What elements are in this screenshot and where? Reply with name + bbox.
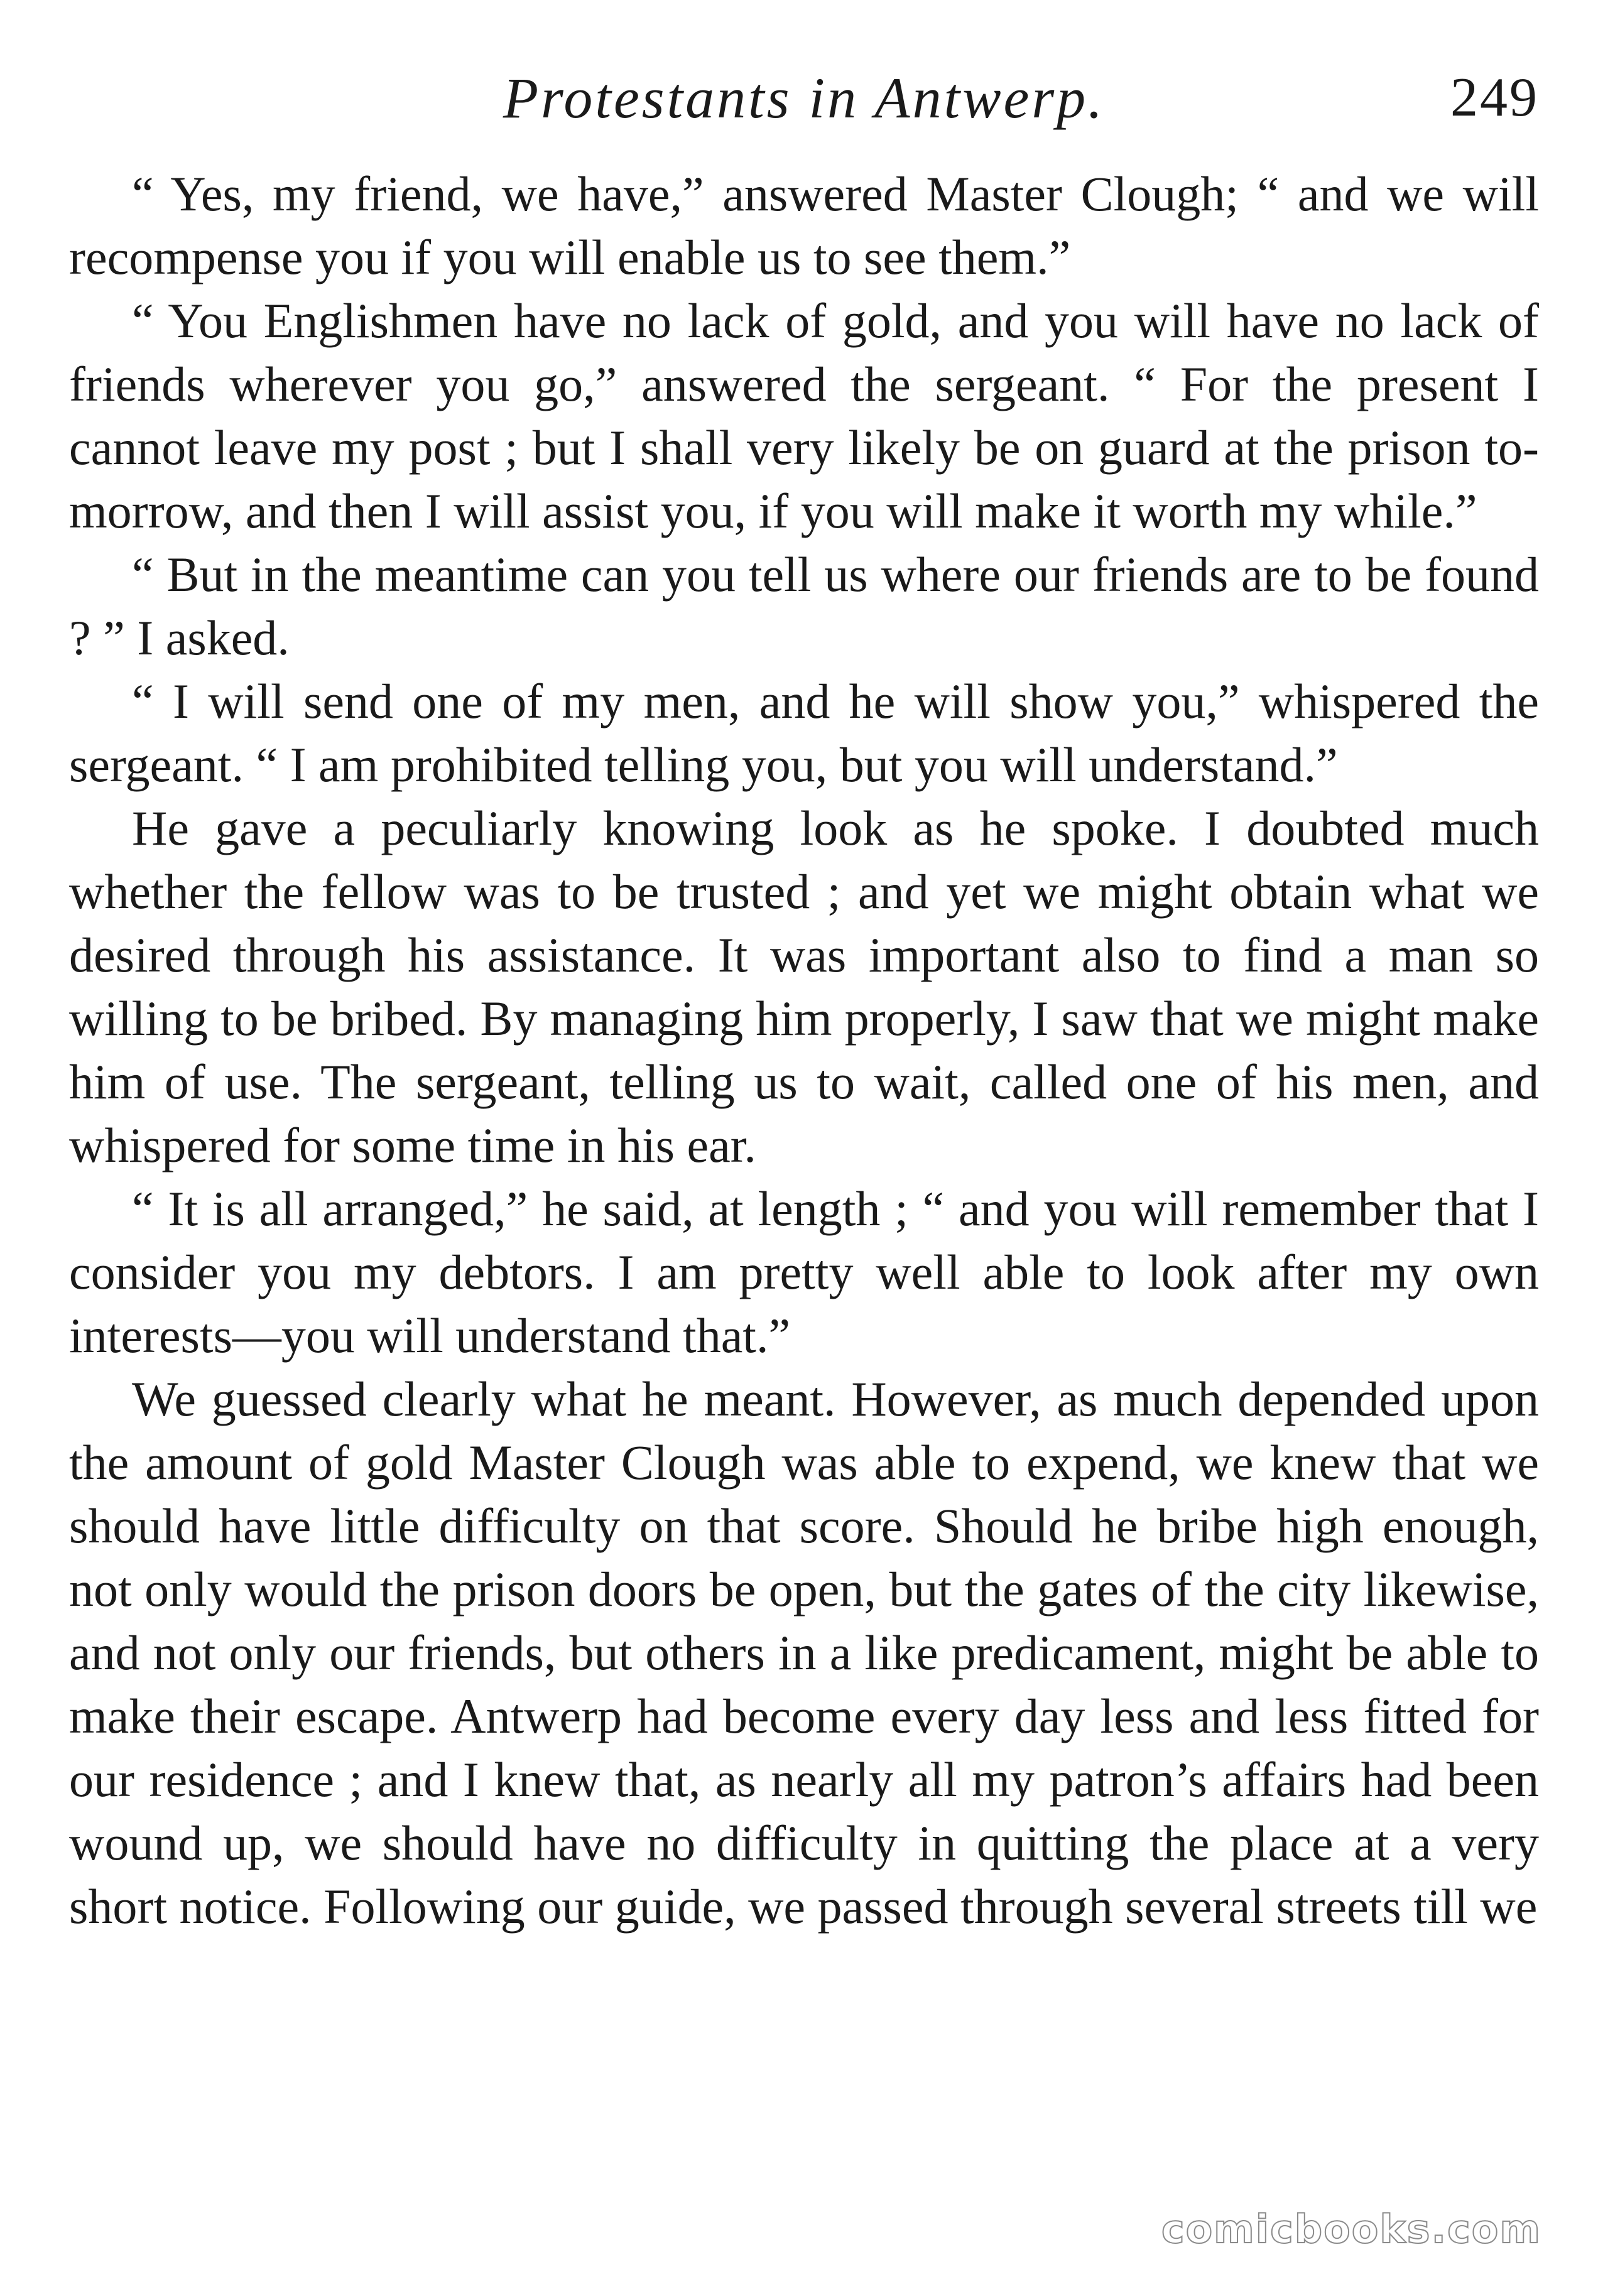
watermark: comicbooks.com bbox=[1161, 2206, 1541, 2252]
paragraph-7: We guessed clearly what he meant. However, as much depended upon the amount of gold Master Clough was able to expend, we knew that we should have little difficulty on that score. Should he bribe high enough, not only would the prison doors be open, but the gates of the city likewise, and not only our friends, but others in a like predicament, might be able to make their escape. Antwerp had become every day less and less fitted for our residence ; and I knew that, as nearly all my patron’s affairs had been wound up, we should have no difficulty in quitting the place at a very short notice. Following our guide, we passed through several streets till we bbox=[69, 1372, 1539, 1934]
paragraph-3: “ But in the meantime can you tell us where our friends are to be found ? ” I asked. bbox=[69, 547, 1539, 665]
paragraph-6: “ It is all arranged,” he said, at length ; “ and you will remember that I consider you my debtors. I am pretty well able to look after my own interests—you will understand that.” bbox=[69, 1181, 1539, 1363]
running-head bbox=[69, 60, 1539, 136]
paragraph-1: “ Yes, my friend, we have,” answered Master Clough; “ and we will recompense you if you will enable us to see them.” bbox=[69, 166, 1539, 284]
page-number: 249 bbox=[1450, 67, 1539, 128]
body-text bbox=[69, 162, 1539, 1938]
paragraph-5: He gave a peculiarly knowing look as he spoke. I doubted much whether the fellow was to be trusted ; and yet we might obtain what we desired through his assistance. It was important also to find a man so willing to be bribed. By managing him properly, I saw that we might make him of use. The sergeant, telling us to wait, called one of his men, and whispered for some time in his ear. bbox=[69, 801, 1539, 1172]
paragraph-4: “ I will send one of my men, and he will show you,” whispered the sergeant. “ I am prohibited telling you, but you will understand.” bbox=[69, 674, 1539, 792]
running-title: Protestants in Antwerp. bbox=[503, 66, 1106, 130]
paragraph-2: “ You Englishmen have no lack of gold, and you will have no lack of friends wherever you go,” answered the sergeant. “ For the present I cannot leave my post ; but I shall very likely be on guard at the prison to-morrow, and then I will assist you, if you will make it worth my while.” bbox=[69, 293, 1539, 538]
